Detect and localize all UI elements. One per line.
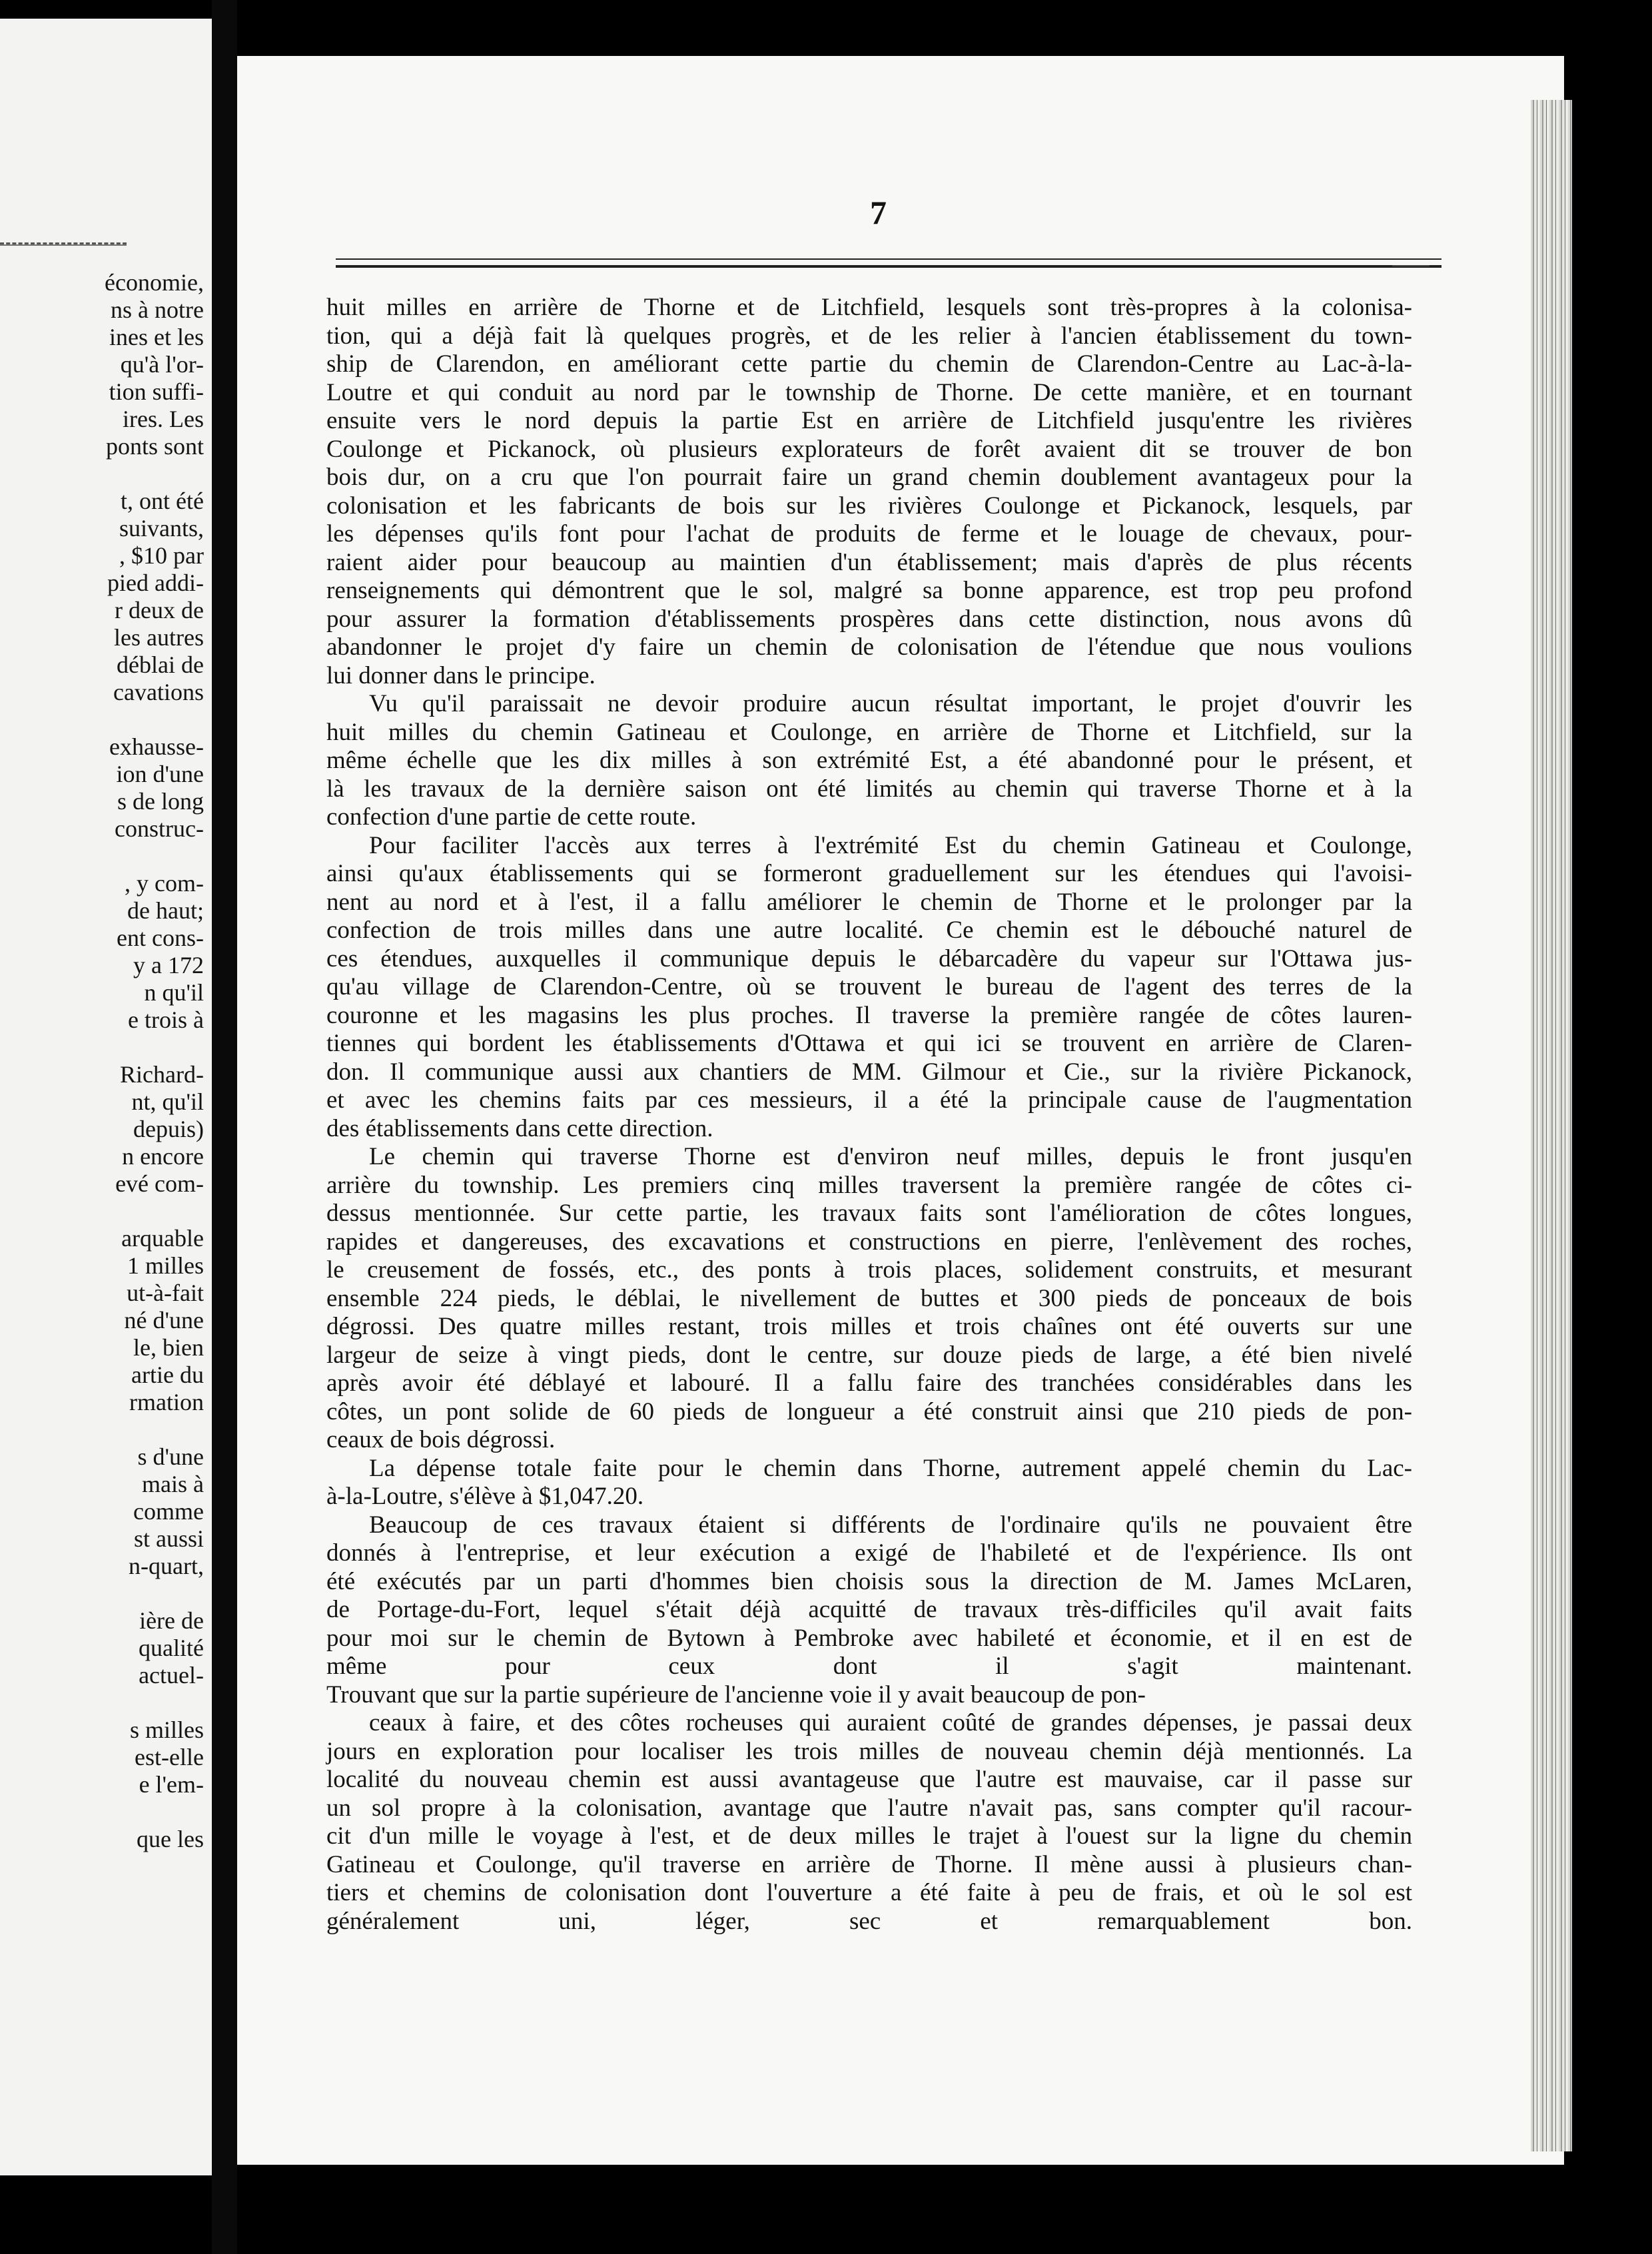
left-page-line: suivants, xyxy=(119,515,204,542)
text-line: après avoir été déblayé et labouré. Il a fallu faire des tranchées considérables dans les xyxy=(326,1369,1412,1397)
left-page-line: comme xyxy=(133,1498,204,1525)
text-line: de Portage-du-Fort, lequel s'était déjà acquitté de travaux très-difficiles qu'il avait faits xyxy=(326,1596,1412,1623)
text-line: et avec les chemins faits par ces messieurs, il a été la principale cause de l'augmentation xyxy=(326,1086,1412,1114)
text-line: confection d'une partie de cette route. xyxy=(326,803,697,831)
text-line: tiers et chemins de colonisation dont l'ouverture a été faite à peu de frais, et où le sol est xyxy=(326,1879,1412,1906)
text-line: Le chemin qui traverse Thorne est d'environ neuf milles, depuis le front jusqu'en xyxy=(369,1143,1412,1170)
page-number: 7 xyxy=(870,194,887,231)
text-line: dégrossi. Des quatre milles restant, trois milles et trois chaînes ont été ouverts sur une xyxy=(326,1313,1412,1340)
left-page-line: r deux de xyxy=(115,597,204,623)
text-line: donnés à l'entreprise, et leur exécution a exigé de l'habileté et de l'expérience. Ils ont xyxy=(326,1539,1412,1567)
left-page-line: pied addi- xyxy=(107,569,204,596)
left-page-line: nt, qu'il xyxy=(131,1088,204,1115)
text-line: confection de trois milles dans une autre localité. Ce chemin est le débouché naturel de xyxy=(326,917,1412,944)
left-page-line: le, bien xyxy=(133,1334,204,1361)
left-page-line: n-quart, xyxy=(129,1553,204,1579)
text-line: ainsi qu'aux établissements qui se formeront graduellement sur les étendues qui l'avoisi- xyxy=(326,860,1412,887)
left-page-line: construc- xyxy=(115,815,204,842)
text-line: localité du nouveau chemin est aussi avantageuse que l'autre est mauvaise, car il passe sur xyxy=(326,1766,1412,1793)
text-line: colonisation et les fabricants de bois sur les rivières Coulonge et Pickanock, lesquels, par xyxy=(326,492,1412,520)
left-page-line: , y com- xyxy=(125,870,204,897)
left-page-line: ut-à-fait xyxy=(127,1280,204,1306)
left-page-line: n encore xyxy=(122,1143,204,1170)
left-page-line: tion suffi- xyxy=(109,378,204,405)
left-page-line: t, ont été xyxy=(121,488,204,514)
text-line: ensemble 224 pieds, le déblai, le nivellement de buttes et 300 pieds de ponceaux de bois xyxy=(326,1285,1412,1312)
text-line: lui donner dans le principe. xyxy=(326,662,596,689)
left-page-line: les autres xyxy=(114,624,204,651)
left-page-line: exhausse- xyxy=(109,733,204,760)
text-line: ceaux à faire, et des côtes rocheuses qui auraient coûté de grandes dépenses, je passai deux xyxy=(369,1709,1412,1736)
text-line: même pour ceux dont il s'agit maintenant. xyxy=(326,1653,1412,1680)
text-line: dessus mentionnée. Sur cette partie, les travaux faits sont l'amélioration de côtes longues, xyxy=(326,1200,1412,1227)
text-line: côtes, un pont solide de 60 pieds de longueur a été construit ainsi que 210 pieds de pon- xyxy=(326,1398,1412,1425)
text-line: nent au nord et à l'est, il a fallu améliorer le chemin de Thorne et le prolonger par la xyxy=(326,889,1412,916)
text-line: cit d'un mille le voyage à l'est, et de deux milles le trajet à l'ouest sur la ligne du chemin xyxy=(326,1822,1412,1850)
left-page-line: ière de xyxy=(139,1607,204,1634)
text-line: ces étendues, auxquelles il communique depuis le débarcadère du vapeur sur l'Ottawa jus- xyxy=(326,945,1412,972)
left-page-line: rmation xyxy=(129,1389,204,1415)
header-rule xyxy=(336,258,1442,268)
text-line: arrière du township. Les premiers cinq milles traversent la première rangée de côtes ci- xyxy=(326,1172,1412,1199)
left-page-line: s d'une xyxy=(137,1443,204,1470)
left-page-line: n qu'il xyxy=(144,979,204,1006)
text-line: couronne et les magasins les plus proches. Il traverse la première rangée de côtes lauren- xyxy=(326,1002,1412,1029)
header-rule-extension xyxy=(1392,265,1430,266)
left-page-line: e l'em- xyxy=(139,1771,204,1798)
left-page-line: ines et les xyxy=(109,324,204,350)
left-page-line: e trois à xyxy=(128,1006,204,1033)
left-page-line: st aussi xyxy=(133,1525,204,1552)
text-line: ensuite vers le nord depuis la partie Est en arrière de Litchfield jusqu'entre les rivières xyxy=(326,407,1412,434)
text-line: pour moi sur le chemin de Bytown à Pembroke avec habileté et économie, et il en est de xyxy=(326,1625,1412,1652)
text-line: tion, qui a déjà fait là quelques progrès, et de les relier à l'ancien établissement du town- xyxy=(326,322,1412,350)
left-page-line: actuel- xyxy=(139,1662,204,1689)
left-page-line: est-elle xyxy=(135,1744,204,1770)
left-page-line: que les xyxy=(137,1826,204,1852)
text-line: Vu qu'il paraissait ne devoir produire aucun résultat important, le projet d'ouvrir les xyxy=(369,690,1412,717)
text-line: Loutre et qui conduit au nord par le township de Thorne. De cette manière, et en tournant xyxy=(326,379,1412,406)
text-line: La dépense totale faite pour le chemin dans Thorne, autrement appelé chemin du Lac- xyxy=(369,1455,1412,1482)
text-line: Gatineau et Coulonge, qu'il traverse en arrière de Thorne. Il mène aussi à plusieurs chan- xyxy=(326,1851,1412,1878)
left-page-line: cavations xyxy=(113,679,204,705)
left-page-line: économie, xyxy=(105,269,204,296)
left-page-line: qualité xyxy=(139,1635,204,1661)
text-line: raient aider pour beaucoup au maintien d'un établissement; mais d'après de plus récents xyxy=(326,549,1412,576)
text-line: renseignements qui démontrent que le sol, malgré sa bonne apparence, est trop peu profond xyxy=(326,577,1412,604)
left-page-line: ent cons- xyxy=(117,925,204,951)
left-page-line: né d'une xyxy=(124,1307,204,1333)
left-page-line: evé com- xyxy=(115,1170,204,1197)
text-line: rapides et dangereuses, des excavations et constructions en pierre, l'enlèvement des roches, xyxy=(326,1228,1412,1256)
left-page-line: depuis) xyxy=(133,1116,204,1142)
text-line: généralement uni, léger, sec et remarquablement bon. xyxy=(326,1908,1412,1935)
text-line: là les travaux de la dernière saison ont été limités au chemin qui traverse Thorne et à la xyxy=(326,775,1412,803)
text-line: été exécutés par un parti d'hommes bien choisis sous la direction de M. James McLaren, xyxy=(326,1568,1412,1595)
left-page-line: Richard- xyxy=(120,1061,204,1088)
text-line: des établissements dans cette direction. xyxy=(326,1115,713,1142)
text-line: Pour faciliter l'accès aux terres à l'extrémité Est du chemin Gatineau et Coulonge, xyxy=(369,832,1412,859)
text-line: pour assurer la formation d'établissements prospères dans cette distinction, nous avons dû xyxy=(326,605,1412,633)
text-line: tiennes qui bordent les établissements d'Ottawa et qui ici se trouvent en arrière de Claren- xyxy=(326,1030,1412,1057)
text-line: Beaucoup de ces travaux étaient si différents de l'ordinaire qu'ils ne pouvaient être xyxy=(369,1511,1412,1539)
left-page-line: arquable xyxy=(121,1225,204,1252)
left-page-line: ns à notre xyxy=(111,296,204,323)
text-line: don. Il communique aussi aux chantiers de MM. Gilmour et Cie., sur la rivière Pickanock, xyxy=(326,1058,1412,1086)
text-line: huit milles du chemin Gatineau et Coulonge, en arrière de Thorne et Litchfield, sur la xyxy=(326,719,1412,746)
text-line: jours en exploration pour localiser les trois milles de nouveau chemin déjà mentionnés. La xyxy=(326,1738,1412,1765)
book-gutter xyxy=(212,0,237,2254)
text-line: le creusement de fossés, etc., des ponts à trois places, solidement construits, et mesurant xyxy=(326,1256,1412,1284)
text-line: bois dur, on a cru que l'on pourrait faire un grand chemin doublement avantageux pour la xyxy=(326,464,1412,491)
left-page-line: ion d'une xyxy=(116,761,204,787)
text-line: à-la-Loutre, s'élève à $1,047.20. xyxy=(326,1483,644,1510)
left-page-line: ponts sont xyxy=(105,433,204,460)
left-page-line: mais à xyxy=(142,1471,204,1497)
left-page-line: s milles xyxy=(129,1716,204,1743)
left-page-line: artie du xyxy=(131,1361,204,1388)
left-page-line: s de long xyxy=(117,788,204,815)
left-page-fragment xyxy=(0,19,212,2175)
text-line: un sol propre à la colonisation, avantage que l'autre n'avait pas, sans compter qu'il racour- xyxy=(326,1794,1412,1822)
text-line: largeur de seize à vingt pieds, dont le centre, sur douze pieds de large, a été bien nivelé xyxy=(326,1341,1412,1369)
page-edge-stack xyxy=(1531,100,1572,2151)
left-page-line: 1 milles xyxy=(127,1252,204,1279)
left-page-line: de haut; xyxy=(127,897,204,924)
text-line: ship de Clarendon, en améliorant cette partie du chemin de Clarendon-Centre au Lac-à-la- xyxy=(326,350,1412,378)
text-line: huit milles en arrière de Thorne et de Litchfield, lesquels sont très-propres à la colonisa- xyxy=(326,294,1412,321)
left-page-line: déblai de xyxy=(117,651,204,678)
text-line: abandonner le projet d'y faire un chemin de colonisation de l'étendue que nous voulions xyxy=(326,633,1412,661)
left-page-line: , $10 par xyxy=(119,542,204,569)
text-line: Coulonge et Pickanock, où plusieurs explorateurs de forêt avaient dit se trouver de bon xyxy=(326,436,1412,463)
left-page-line: ires. Les xyxy=(123,406,204,432)
text-line: les dépenses qu'ils font pour l'achat de produits de ferme et le louage de chevaux, pour- xyxy=(326,520,1412,548)
left-page-rule xyxy=(0,242,127,246)
left-page-line: qu'à l'or- xyxy=(120,351,204,378)
text-line: qu'au village de Clarendon-Centre, où se trouvent le bureau de l'agent des terres de la xyxy=(326,973,1412,1000)
text-line: même échelle que les dix milles à son extrémité Est, a été abandonné pour le présent, et xyxy=(326,747,1412,774)
left-page-line: y a 172 xyxy=(133,952,204,978)
text-line: ceaux de bois dégrossi. xyxy=(326,1426,556,1453)
text-line: Trouvant que sur la partie supérieure de l'ancienne voie il y avait beaucoup de pon- xyxy=(326,1681,1146,1708)
